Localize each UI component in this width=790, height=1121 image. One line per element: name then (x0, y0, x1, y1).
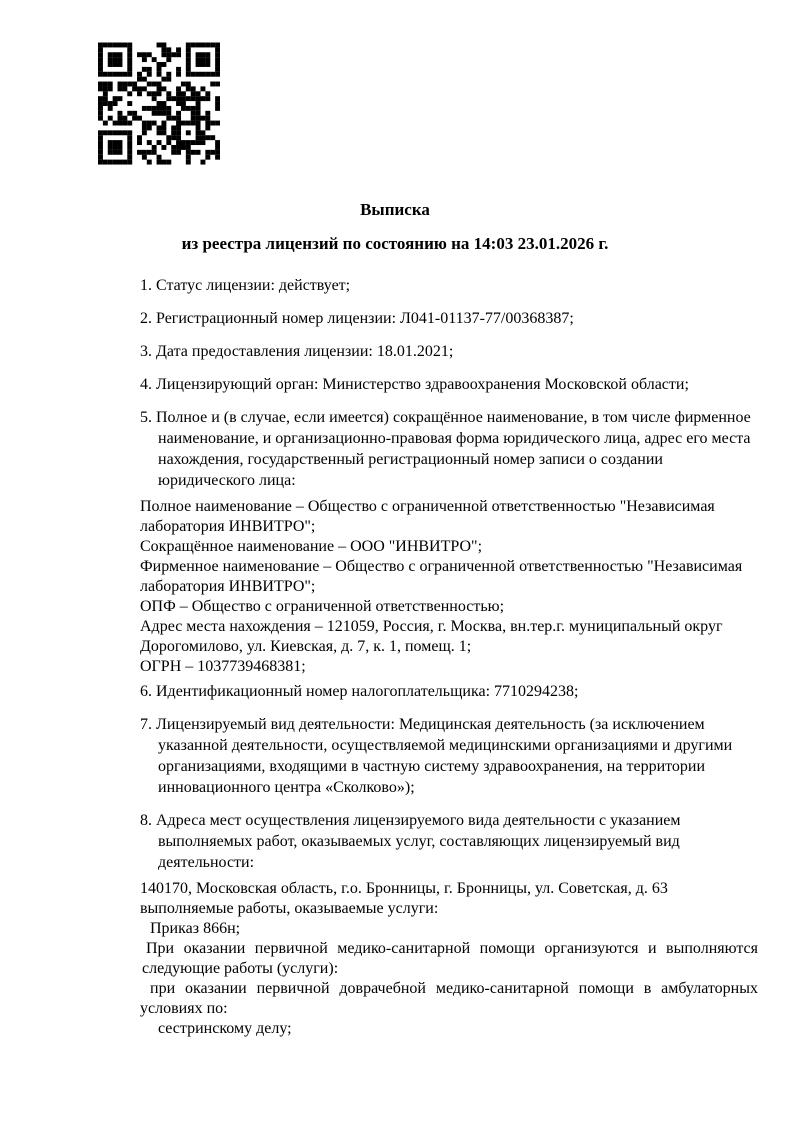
org-legal-form: ОПФ – Общество с ограниченной ответственностью; (140, 598, 505, 615)
nursing-service-line: сестринскому делу; (158, 1020, 292, 1037)
item-org-names-heading: 5. Полное и (в случае, если имеется) сокращённое наименование, в том числе фирменное наименование, и организационно-правовая форма юридического лица, адрес его места нахождения, государственный регистрационный номер записи о создании юридического лица: (140, 409, 751, 489)
item-registration-number: 2. Регистрационный номер лицензии: Л041-01137-77/00368387; (140, 310, 574, 327)
document-title: Выписка (360, 200, 430, 219)
org-ogrn: ОГРН – 1037739468381; (140, 658, 306, 675)
item-grant-date: 3. Дата предоставления лицензии: 18.01.2021; (140, 343, 454, 360)
org-short-name: Сокращённое наименование – ООО "ИНВИТРО"; (140, 538, 483, 555)
org-full-name: Полное наименование – Общество с ограниченной ответственностью "Независимая лаборатория ИНВИТРО"; (140, 498, 715, 535)
document-body (140, 275, 758, 1039)
works-services-label: выполняемые работы, оказываемые услуги: (140, 900, 439, 917)
primary-care-line-2: следующие работы (услуги): (142, 960, 339, 977)
item-taxpayer-number: 6. Идентификационный номер налогоплательщика: 7710294238; (140, 683, 579, 700)
order-866n-line: Приказ 866н; (150, 920, 241, 937)
document-subtitle: из реестра лицензий по состоянию на 14:03 23.01.2026 г. (181, 234, 609, 253)
org-brand-name: Фирменное наименование – Общество с ограниченной ответственностью "Независимая лаборатория ИНВИТРО"; (140, 558, 743, 595)
organization-block (140, 497, 758, 677)
pre-doctor-care-line-1: при оказании первичной доврачебной медико-санитарной помощи в амбулаторных (150, 980, 758, 997)
org-address: Адрес места нахождения – 121059, Россия, г. Москва, вн.тер.г. муниципальный округ Дорогомилово, ул. Киевская, д. 7, к. 1, помещ. 1; (140, 618, 723, 655)
activity-address-block (140, 879, 758, 1039)
item-license-status: 1. Статус лицензии: действует; (140, 277, 351, 294)
item-addresses-heading: 8. Адреса мест осуществления лицензируемого вида деятельности с указанием выполняемых работ, оказываемых услуг, составляющих лицензируемый вид деятельности: (140, 812, 681, 871)
qr-code-icon (98, 41, 220, 166)
activity-address: 140170, Московская область, г.о. Бронницы, г. Бронницы, ул. Советская, д. 63 (140, 880, 668, 897)
pre-doctor-care-line-2: условиях по: (140, 1000, 228, 1017)
primary-care-line-1: При оказании первичной медико-санитарной помощи организуются и выполняются (146, 940, 758, 957)
item-activity-type: 7. Лицензируемый вид деятельности: Медицинская деятельность (за исключением указанной деятельности, осуществляемой медицинскими организациями и другими организациями, входящими в частную систему здравоохранения, на территории инновационного центра «Сколково»); (140, 716, 733, 796)
item-licensing-authority: 4. Лицензирующий орган: Министерство здравоохранения Московской области; (140, 376, 689, 393)
